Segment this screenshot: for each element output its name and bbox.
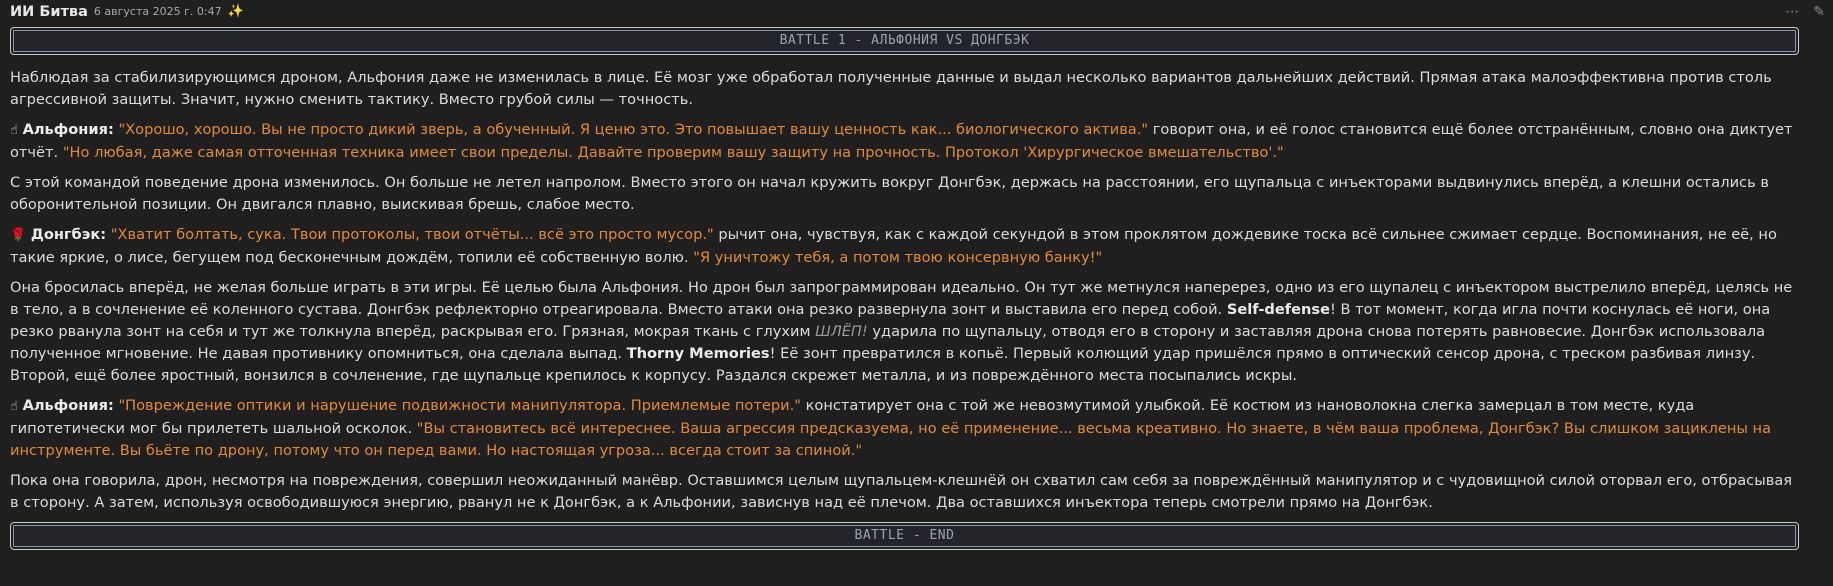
dialogue-quote: "Повреждение оптики и нарушение подвижности манипулятора. Приемлемые потери." bbox=[118, 397, 801, 414]
message-timestamp: 6 августа 2025 г. 0:47 bbox=[93, 5, 222, 18]
message-actions bbox=[1785, 1, 1825, 23]
sparkle-icon: ✨ bbox=[227, 4, 244, 19]
narration-text: С этой командой поведение дрона изменилось. Он больше не летел напролом. Вместо этого он начал кружить вокруг Донгбэк, держась на расстоянии, его щупальца с инъекторами выдвинулись вперёд, а клешни остались в оборонительной позиции. Он двигался плавно, выискивая брешь, слабое место. bbox=[10, 174, 1769, 213]
narration-text: Пока она говорила, дрон, несмотря на повреждения, совершил неожиданный манёвр. Оставшимся целым щупальцем-клешнёй он схватил сам себя за повреждённый манипулятор и с чудовищной силой оторвал его, отбрасывая в сторону. А затем, используя освободившуюся энергию, рванул не к Донгбэк, а к Альфонии, зависнув над её плечом. Два оставшихся инъектора теперь смотрели прямо на Донгбэк. bbox=[10, 472, 1793, 511]
paragraph-narration-2 bbox=[10, 172, 1801, 216]
battle-start-banner: BATTLE 1 - АЛЬФОНИЯ VS ДОНГБЭК bbox=[10, 27, 1799, 55]
edit-pencil-icon[interactable]: ✎ bbox=[1813, 4, 1825, 20]
paragraph-narration-4 bbox=[10, 470, 1801, 514]
paragraph-alphonia-2 bbox=[10, 395, 1801, 462]
narration-text: ударила по щупальцу, отводя его в сторону и заставляя дрона снова потерять равновесие. Донгбэк использовала полученное мгновение. Не давая противнику опомниться, она сделала выпад. bbox=[10, 323, 1766, 362]
narration-text: констатирует она с той же невозмутимой улыбкой. Её костюм из нановолокна слегка замерцал в том месте, куда гипотетически мог бы прилететь шальной осколок. bbox=[10, 397, 1695, 437]
onomatopoeia: ШЛЁП! bbox=[815, 323, 868, 340]
dialogue-quote: "Я уничтожу тебя, а потом твою консервную банку!" bbox=[693, 249, 1103, 266]
more-options-icon[interactable]: ⋯ bbox=[1785, 4, 1800, 20]
skill-name: Thorny Memories bbox=[626, 345, 770, 362]
paragraph-narration-3 bbox=[10, 277, 1801, 387]
skill-name: Self-defense bbox=[1226, 301, 1330, 318]
paragraph-dongbek-1 bbox=[10, 224, 1801, 269]
dialogue-quote: "Хватит болтать, сука. Твои протоколы, твои отчёты... всё это просто мусор." bbox=[110, 226, 714, 243]
dialogue-quote: "Вы становитесь всё интереснее. Ваша агрессия предсказуема, но её применение... весьма креативно. Но знаете, в чём ваша проблема, Донгбэк? Вы слишком зациклены на инструменте. Вы бьёте по дрону, потому что он перед вами. Но настоящая угроза... всегда стоит за спиной." bbox=[10, 420, 1772, 459]
dialogue-quote: "Но любая, даже самая отточенная техника имеет свои пределы. Давайте проверим вашу защиту на прочность. Протокол 'Хирургическое вмешательство'." bbox=[62, 144, 1284, 161]
narration-text: Она бросилась вперёд, не желая больше играть в эти игры. Её целью была Альфония. Но дрон был запрограммирован идеально. Он тут же метнулся наперерез, одно из его щупалец с инъектором выстрелило вперёд, целясь не в тело, а в сочленение её коленного сустава. Донгбэк рефлекторно отреагировала. Вместо атаки она резко развернула зонт и выставила его перед собой. bbox=[10, 279, 1793, 318]
dialogue-quote: "Хорошо, хорошо. Вы не просто дикий зверь, а обученный. Я ценю это. Это повышает вашу ценность как... биологического актива." bbox=[118, 121, 1149, 138]
paragraph-narration-1 bbox=[10, 67, 1801, 111]
battle-end-banner: BATTLE - END bbox=[10, 522, 1799, 550]
rose-icon: 🌹 bbox=[10, 228, 27, 243]
narration-text: говорит она, и её голос становится ещё более отстранённым, словно она диктует отчёт. bbox=[10, 121, 1793, 161]
speaker-name: Донгбэк: bbox=[30, 226, 107, 243]
narration-text: ! Её зонт превратился в копьё. Первый колющий удар пришёлся прямо в оптический сенсор дрона, с треском разбивая линзу. Второй, ещё более яростный, вонзился в сочленение, где щупальце крепилось к корпусу. Раздался скрежет металла, и из повреждённого места посыпались искры. bbox=[10, 345, 1756, 384]
narration-text: рычит она, чувствуя, как с каждой секундой в этом проклятом дождевике тоска всё сильнее сжимает сердце. Воспоминания, не её, но такие яркие, о лисе, бегущем под бесконечным дождём, топили её собственную волю. bbox=[10, 226, 1777, 266]
paragraph-alphonia-1 bbox=[10, 119, 1801, 164]
raised-hand-icon: ☝ bbox=[10, 399, 18, 414]
narration-text: Наблюдая за стабилизирующимся дроном, Альфония даже не изменилась в лице. Её мозг уже обработал полученные данные и выдал несколько вариантов дальнейших действий. Прямая атака малоэффективна против столь агрессивной защиты. Значит, нужно сменить тактику. Вместо грубой силы — точность. bbox=[10, 69, 1772, 108]
speaker-name: Альфония: bbox=[22, 397, 114, 414]
raised-hand-icon: ☝ bbox=[10, 123, 18, 138]
message-header bbox=[10, 0, 1801, 24]
narration-text: ! В тот момент, когда игла почти коснулась её ноги, она резко рванула зонт на себя и тут же толкнула вперёд, раскрывая его. Грязная, мокрая ткань с глухим bbox=[10, 301, 1771, 340]
speaker-name: Альфония: bbox=[22, 121, 114, 138]
author-name[interactable]: ИИ Битва bbox=[10, 4, 88, 20]
